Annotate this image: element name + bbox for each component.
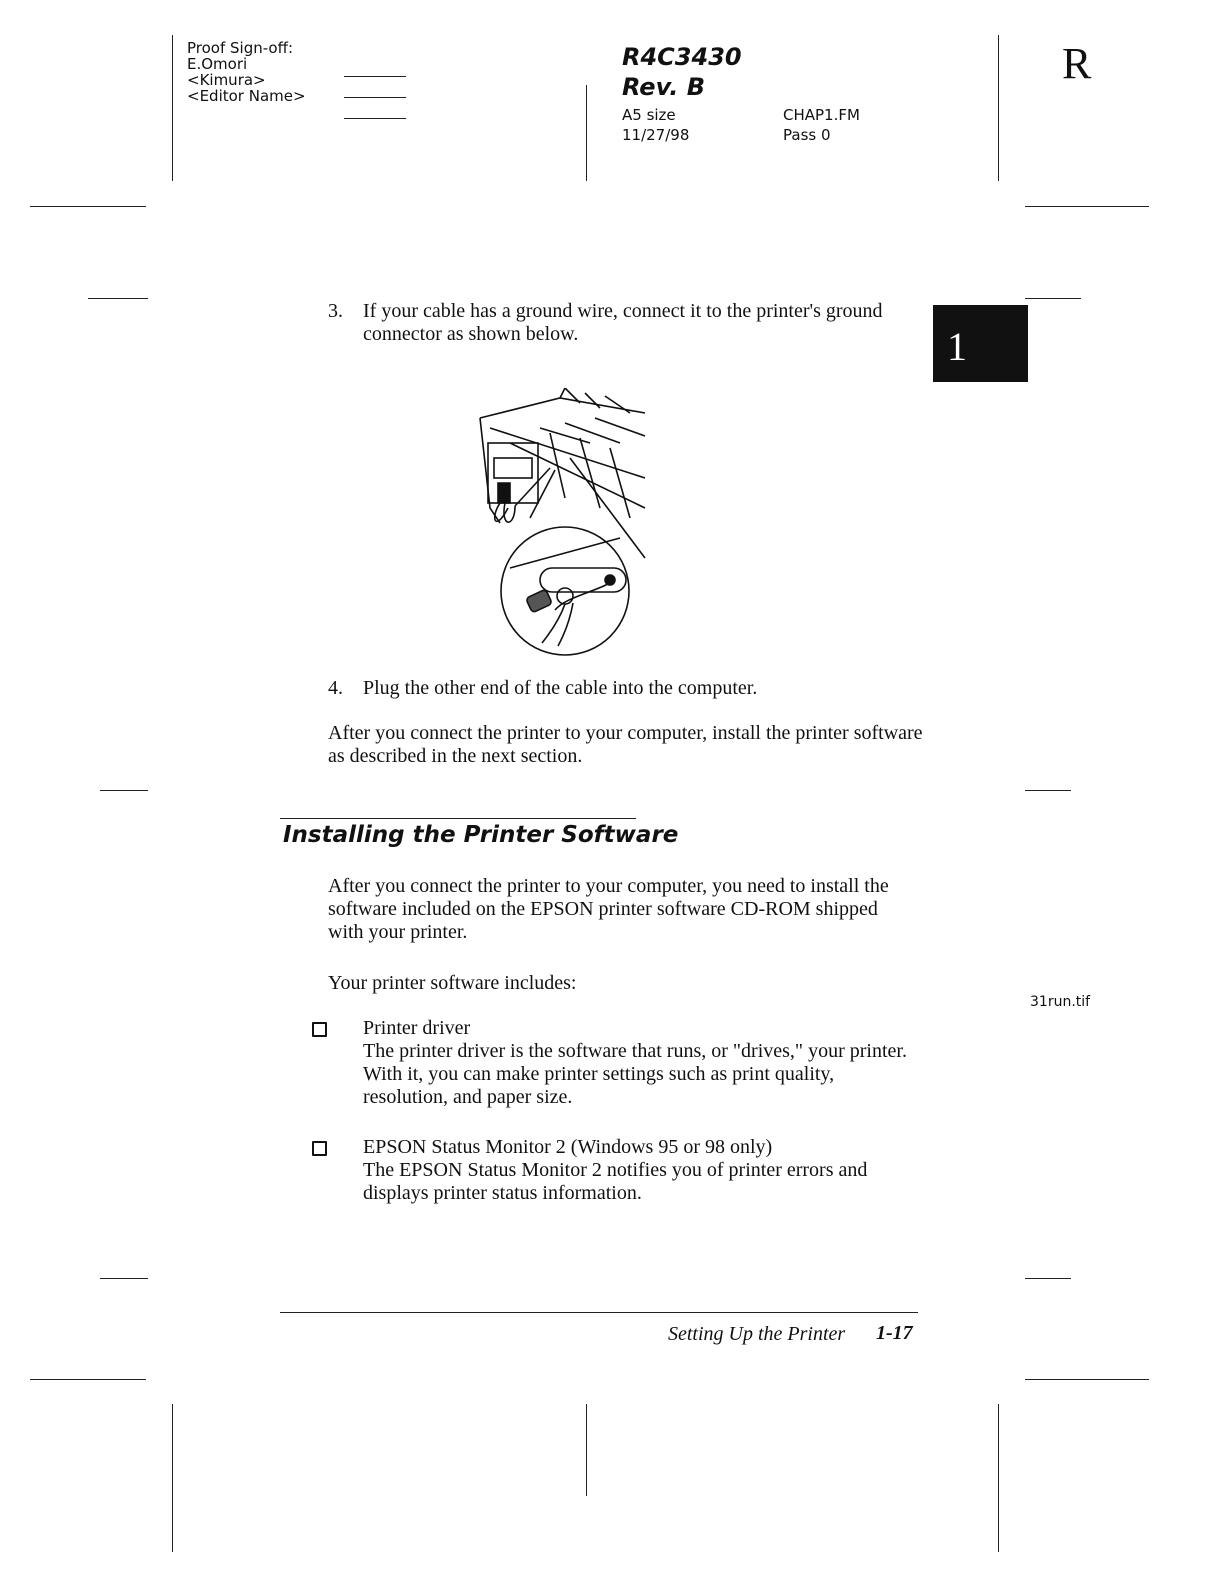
crop-mark: [100, 790, 148, 791]
list-item: [312, 1136, 922, 1205]
signature-line: [344, 97, 406, 98]
step-number: 3.: [328, 300, 343, 322]
crop-mark: [1025, 298, 1081, 299]
doc-size: A5 size: [622, 106, 676, 124]
section-intro: After you connect the printer to your computer, you need to install the software included on the EPSON printer software CD-ROM shipped with your printer.: [328, 875, 889, 943]
step-text: Plug the other end of the cable into the computer.: [363, 677, 758, 699]
heading-rule: [280, 818, 636, 819]
proof-name: E.Omori: [187, 55, 248, 73]
list-item: [312, 1017, 922, 1109]
chapter-tab: [933, 305, 1028, 382]
crop-mark: [1025, 206, 1149, 207]
doc-date: 11/27/98: [622, 126, 690, 144]
crop-mark: [172, 1404, 173, 1552]
crop-mark: [100, 1278, 148, 1279]
proof-name: <Editor Name>: [187, 87, 306, 105]
crop-mark: [998, 35, 999, 181]
proof-title: Proof Sign-off:: [187, 39, 293, 57]
crop-mark: [30, 1379, 146, 1380]
signature-line: [344, 76, 406, 77]
footer-title: Setting Up the Printer: [668, 1323, 846, 1345]
step-number: 4.: [328, 677, 343, 699]
checkbox-bullet-icon: [312, 1141, 327, 1156]
doc-code-number: R4C3430: [622, 43, 742, 71]
ground-connector-illustration: [470, 388, 650, 658]
proof-name: <Kimura>: [187, 71, 266, 89]
corner-letter: R: [1062, 39, 1092, 88]
chapter-number: 1: [947, 324, 967, 369]
footer-rule: [280, 1312, 918, 1313]
paragraph: After you connect the printer to your computer, install the printer software as described in the next section.: [328, 722, 923, 767]
step-text: If your cable has a ground wire, connect it to the printer's ground connector as shown below.: [363, 300, 883, 345]
item-title: EPSON Status Monitor 2 (Windows 95 or 98 only): [363, 1136, 773, 1158]
page-number: 1-17: [876, 1322, 913, 1344]
doc-code: [622, 42, 742, 102]
crop-mark: [172, 35, 173, 181]
item-description: The EPSON Status Monitor 2 notifies you of printer errors and displays printer status information.: [363, 1159, 868, 1204]
item-title: Printer driver: [363, 1017, 471, 1039]
crop-mark: [586, 85, 587, 181]
signature-line: [344, 118, 406, 119]
figure-filename: 31run.tif: [1030, 994, 1091, 1010]
doc-file: CHAP1.FM: [783, 106, 860, 124]
crop-mark: [586, 1404, 587, 1496]
crop-mark: [1025, 1379, 1149, 1380]
crop-mark: [1025, 1278, 1071, 1279]
proof-signoff: [187, 40, 306, 104]
crop-mark: [1025, 790, 1071, 791]
crop-mark: [88, 298, 148, 299]
section-heading: Installing the Printer Software: [283, 822, 679, 848]
includes-line: Your printer software includes:: [328, 972, 577, 994]
crop-mark: [998, 1404, 999, 1552]
checkbox-bullet-icon: [312, 1022, 327, 1037]
crop-mark: [30, 206, 146, 207]
doc-pass: Pass 0: [783, 126, 831, 144]
doc-revision: Rev. B: [622, 73, 706, 101]
item-description: The printer driver is the software that runs, or "drives," your printer. With it, you can make printer settings such as print quality, resolution, and paper size.: [363, 1040, 907, 1108]
